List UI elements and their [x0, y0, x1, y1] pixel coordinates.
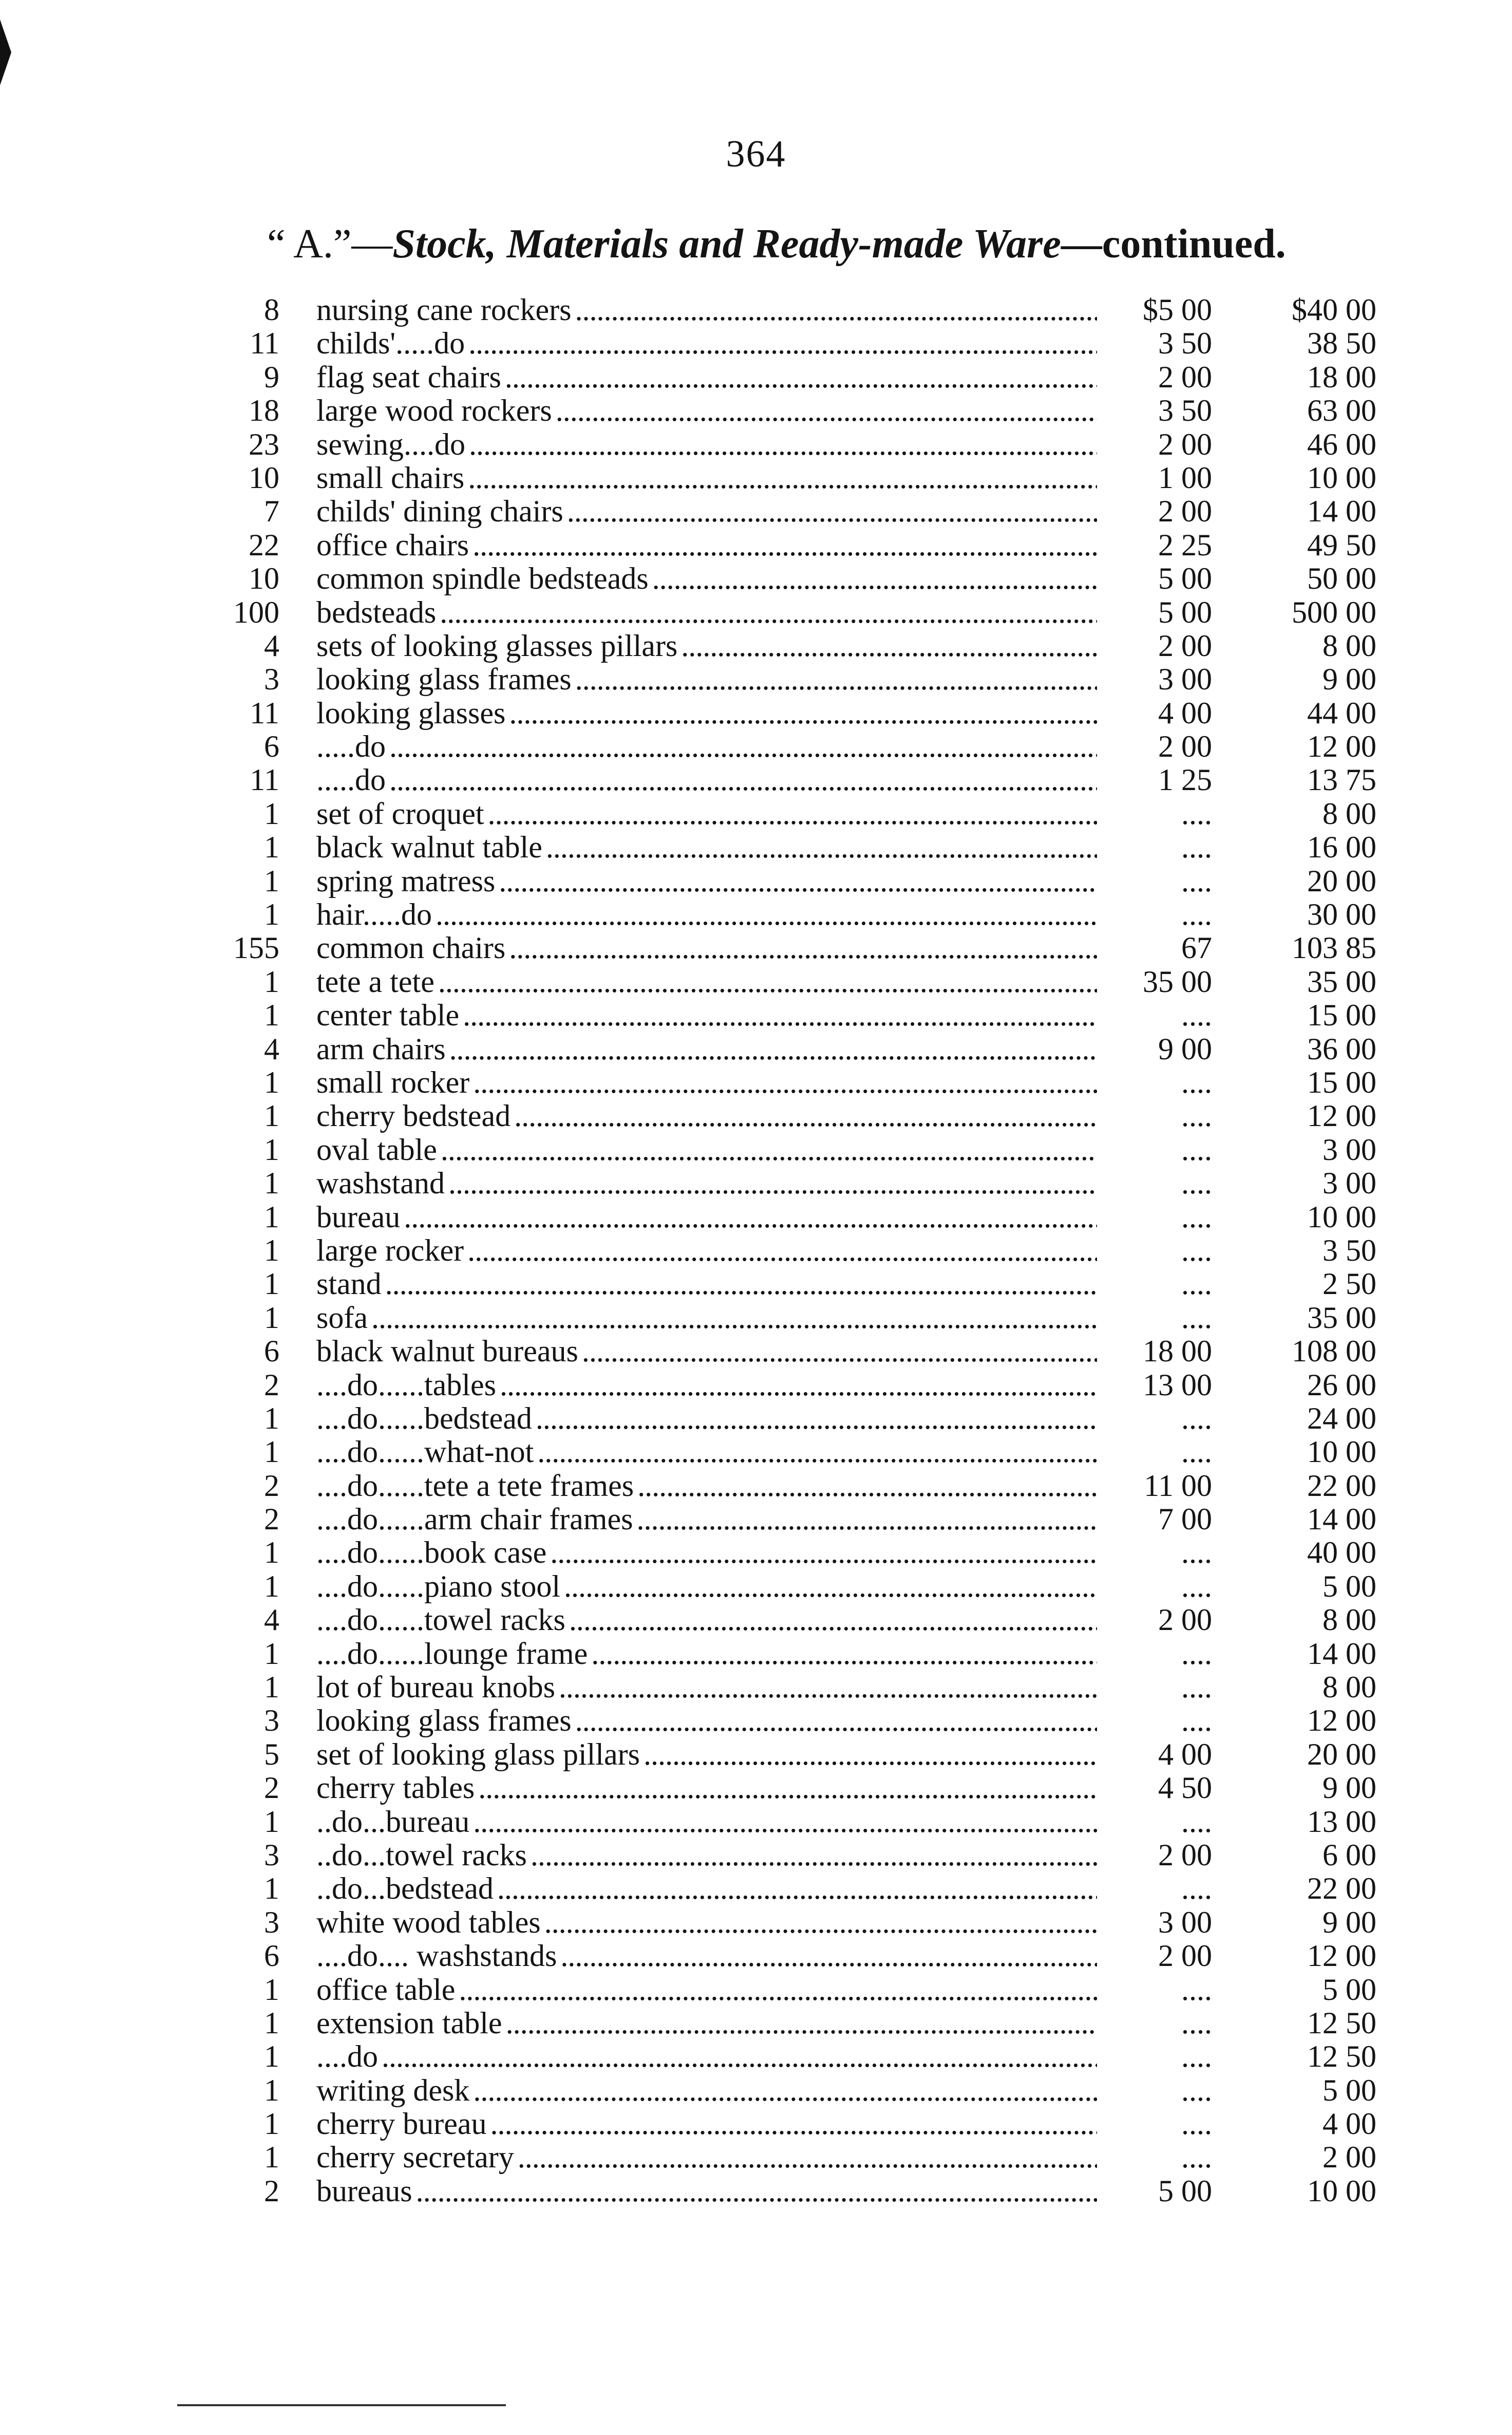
item-unit-price: .... [1099, 1435, 1212, 1469]
item-quantity: 1 [264, 1065, 279, 1099]
item-quantity: 2 [264, 1368, 279, 1402]
item-description: childs' dining chairs . . . [316, 495, 1097, 528]
list-item [0, 1671, 1512, 1704]
item-total: 14 00 [1307, 494, 1376, 529]
item-unit-price: .... [1099, 898, 1212, 931]
item-description: sets of looking glasses pillars . . . [316, 629, 1097, 663]
item-unit-price: 3 50 [1099, 394, 1212, 427]
item-unit-price: 1 25 [1099, 763, 1212, 797]
item-description: large wood rockers . . . [316, 394, 1097, 427]
item-unit-price: .... [1099, 1973, 1212, 2007]
item-quantity: 2 [264, 1502, 279, 1537]
item-description: lot of bureau knobs . . . [316, 1671, 1097, 1704]
item-unit-price: 2 00 [1099, 1603, 1212, 1637]
item-description: office chairs . . . [316, 529, 1097, 562]
list-item [0, 1335, 1512, 1368]
item-unit-price: 4 50 [1099, 1771, 1212, 1805]
list-item [0, 1469, 1512, 1503]
item-unit-price: 2 25 [1099, 529, 1212, 562]
item-quantity: 1 [264, 998, 279, 1033]
item-total: 6 00 [1322, 1838, 1376, 1872]
item-quantity: 6 [264, 1334, 279, 1369]
item-quantity: 1 [264, 830, 279, 865]
list-item [0, 596, 1512, 629]
item-description: bureaus . . . [316, 2175, 1097, 2208]
item-unit-price: .... [1099, 2040, 1212, 2073]
item-quantity: 11 [250, 763, 279, 797]
item-description: hair.....do . . . [316, 898, 1097, 931]
item-quantity: 1 [264, 1200, 279, 1234]
item-unit-price: .... [1099, 865, 1212, 898]
list-item [0, 1536, 1512, 1569]
item-quantity: 1 [264, 897, 279, 932]
list-item [0, 2107, 1512, 2141]
list-item [0, 529, 1512, 562]
item-description: cherry secretary . . . [316, 2141, 1097, 2174]
item-quantity: 6 [264, 729, 279, 764]
item-unit-price: 9 00 [1099, 1033, 1212, 1066]
list-item [0, 1402, 1512, 1435]
item-quantity: 3 [264, 1703, 279, 1738]
list-item [0, 1167, 1512, 1200]
item-description: .....do . . . [316, 763, 1097, 797]
item-total: 9 00 [1322, 1905, 1376, 1939]
list-item [0, 1503, 1512, 1536]
item-quantity: 11 [250, 696, 279, 730]
list-item [0, 1973, 1512, 2007]
item-total: 2 00 [1322, 2140, 1376, 2175]
list-item [0, 495, 1512, 528]
item-total: 3 50 [1322, 1233, 1376, 1267]
item-unit-price: .... [1099, 1536, 1212, 1569]
list-item [0, 1872, 1512, 1905]
item-quantity: 1 [264, 2140, 279, 2175]
item-quantity: 7 [264, 494, 279, 529]
item-unit-price: 2 00 [1099, 730, 1212, 763]
item-total: 5 00 [1322, 1569, 1376, 1603]
item-unit-price: 13 00 [1099, 1369, 1212, 1402]
list-item [0, 428, 1512, 461]
item-quantity: 155 [233, 931, 279, 965]
item-description: black walnut bureaus . . . [316, 1335, 1097, 1368]
item-quantity: 4 [264, 1032, 279, 1066]
list-item [0, 1939, 1512, 1973]
item-quantity: 3 [264, 1905, 279, 1939]
item-quantity: 1 [264, 2006, 279, 2040]
list-item [0, 1301, 1512, 1335]
item-unit-price: .... [1099, 1872, 1212, 1905]
list-item [0, 931, 1512, 965]
item-quantity: 2 [264, 1468, 279, 1503]
item-total: 30 00 [1307, 897, 1376, 932]
list-item [0, 1133, 1512, 1167]
item-unit-price: 5 00 [1099, 2175, 1212, 2208]
item-description: looking glass frames . . . [316, 663, 1097, 696]
item-total: 12 00 [1307, 1099, 1376, 1133]
item-quantity: 4 [264, 628, 279, 663]
item-total: 14 00 [1307, 1502, 1376, 1537]
item-description: ....do......towel racks . . . [316, 1603, 1097, 1637]
item-description: cherry bureau . . . [316, 2107, 1097, 2141]
item-quantity: 2 [264, 1771, 279, 1805]
item-total: 8 00 [1322, 628, 1376, 663]
item-description: ....do......arm chair frames . . . [316, 1503, 1097, 1536]
heading-suffix: —continued. [1061, 221, 1286, 267]
item-unit-price: 11 00 [1099, 1469, 1212, 1503]
item-unit-price: .... [1099, 831, 1212, 864]
list-item [0, 1637, 1512, 1671]
list-item [0, 2074, 1512, 2107]
list-item [0, 831, 1512, 864]
item-unit-price: .... [1099, 1805, 1212, 1839]
list-item [0, 797, 1512, 831]
item-unit-price: 18 00 [1099, 1335, 1212, 1368]
list-item [0, 293, 1512, 327]
list-item [0, 327, 1512, 360]
item-total: 50 00 [1307, 561, 1376, 596]
item-description: ....do......piano stool . . . [316, 1570, 1097, 1603]
item-unit-price: $5 00 [1099, 293, 1212, 327]
item-quantity: 1 [264, 1435, 279, 1469]
list-item [0, 1267, 1512, 1301]
item-description: nursing cane rockers . . . [316, 293, 1097, 327]
item-total: 2 50 [1322, 1267, 1376, 1301]
list-item [0, 1570, 1512, 1603]
item-unit-price: 1 00 [1099, 461, 1212, 495]
list-item [0, 965, 1512, 999]
item-unit-price: .... [1099, 1301, 1212, 1335]
list-item [0, 1066, 1512, 1099]
item-description: oval table . . . [316, 1133, 1097, 1167]
item-total: 12 00 [1307, 729, 1376, 764]
list-item [0, 999, 1512, 1032]
item-total: 10 00 [1307, 1200, 1376, 1234]
item-description: stand . . . [316, 1267, 1097, 1301]
item-total: 35 00 [1307, 1300, 1376, 1335]
item-description: office table . . . [316, 1973, 1097, 2007]
item-quantity: 1 [264, 1132, 279, 1167]
item-unit-price: .... [1099, 1570, 1212, 1603]
item-unit-price: 2 00 [1099, 428, 1212, 461]
list-item [0, 394, 1512, 427]
item-total: 108 00 [1292, 1334, 1376, 1369]
item-description: set of looking glass pillars . . . [316, 1738, 1097, 1771]
list-item [0, 898, 1512, 931]
item-unit-price: .... [1099, 1671, 1212, 1704]
item-quantity: 2 [264, 2174, 279, 2208]
item-total: 9 00 [1322, 662, 1376, 697]
item-description: ..do...bedstead . . . [316, 1872, 1097, 1905]
item-unit-price: 3 50 [1099, 327, 1212, 360]
item-description: cherry tables . . . [316, 1771, 1097, 1805]
item-description: bedsteads . . . [316, 596, 1097, 629]
item-total: 22 00 [1307, 1871, 1376, 1906]
item-description: flag seat chairs . . . [316, 361, 1097, 394]
item-unit-price: 4 00 [1099, 697, 1212, 730]
item-quantity: 9 [264, 360, 279, 394]
item-quantity: 1 [264, 864, 279, 898]
item-description: black walnut table . . . [316, 831, 1097, 864]
item-unit-price: .... [1099, 1267, 1212, 1301]
item-unit-price: .... [1099, 2107, 1212, 2141]
list-item [0, 1201, 1512, 1234]
item-total: 40 00 [1307, 1535, 1376, 1570]
item-quantity: 1 [264, 1233, 279, 1267]
item-unit-price: .... [1099, 1704, 1212, 1737]
item-description: cherry bedstead . . . [316, 1099, 1097, 1133]
item-unit-price: .... [1099, 1402, 1212, 1435]
item-quantity: 6 [264, 1939, 279, 1973]
item-unit-price: .... [1099, 1099, 1212, 1133]
item-description: looking glass frames . . . [316, 1704, 1097, 1737]
item-description: ....do . . . [316, 2040, 1097, 2073]
list-item [0, 697, 1512, 730]
item-description: extension table . . . [316, 2007, 1097, 2040]
list-item [0, 461, 1512, 495]
list-item [0, 2040, 1512, 2073]
item-quantity: 22 [249, 528, 279, 562]
item-total: 8 00 [1322, 796, 1376, 831]
page-heading [267, 221, 1397, 268]
heading-title: Stock, Materials and Ready-made Ware [392, 221, 1061, 267]
list-item [0, 1099, 1512, 1133]
item-quantity: 8 [264, 293, 279, 327]
item-description: ..do...bureau . . . [316, 1805, 1097, 1839]
item-quantity: 1 [264, 1166, 279, 1201]
list-item [0, 2141, 1512, 2174]
item-total: 24 00 [1307, 1401, 1376, 1435]
list-item [0, 1603, 1512, 1637]
item-total: 13 00 [1307, 1804, 1376, 1839]
item-quantity: 10 [249, 460, 279, 495]
list-item [0, 763, 1512, 797]
item-total: 5 00 [1322, 2073, 1376, 2107]
item-description: sofa . . . [316, 1301, 1097, 1335]
item-quantity: 1 [264, 1972, 279, 2007]
heading-prefix: “ A.”— [267, 221, 393, 267]
item-quantity: 3 [264, 662, 279, 697]
item-description: common chairs . . . [316, 931, 1097, 965]
item-quantity: 1 [264, 1670, 279, 1704]
list-item [0, 2175, 1512, 2208]
item-total: 15 00 [1307, 1065, 1376, 1099]
item-total: 3 00 [1322, 1132, 1376, 1167]
item-total: 18 00 [1307, 360, 1376, 394]
item-total: 13 75 [1307, 763, 1376, 797]
item-quantity: 1 [264, 2107, 279, 2141]
item-total: 20 00 [1307, 864, 1376, 898]
item-quantity: 1 [264, 1267, 279, 1301]
item-total: 38 50 [1307, 326, 1376, 361]
item-total: 35 00 [1307, 964, 1376, 999]
item-quantity: 100 [233, 595, 279, 629]
item-total: 8 00 [1322, 1603, 1376, 1637]
item-description: .....do . . . [316, 730, 1097, 763]
item-quantity: 1 [264, 1804, 279, 1839]
item-unit-price: 67 [1099, 931, 1212, 965]
item-description: ....do......what-not . . . [316, 1435, 1097, 1469]
list-item [0, 1839, 1512, 1872]
item-description: set of croquet . . . [316, 797, 1097, 831]
item-total: 500 00 [1292, 595, 1376, 629]
list-item [0, 1369, 1512, 1402]
item-description: sewing....do . . . [316, 428, 1097, 461]
item-unit-price: 2 00 [1099, 1839, 1212, 1872]
list-item [0, 1906, 1512, 1939]
item-quantity: 1 [264, 2039, 279, 2074]
item-unit-price: .... [1099, 1066, 1212, 1099]
item-description: spring matress . . . [316, 865, 1097, 898]
item-description: arm chairs . . . [316, 1033, 1097, 1066]
item-unit-price: 4 00 [1099, 1738, 1212, 1771]
item-description: looking glasses . . . [316, 697, 1097, 730]
list-item [0, 1738, 1512, 1771]
item-quantity: 1 [264, 1636, 279, 1671]
item-quantity: 1 [264, 1300, 279, 1335]
item-quantity: 1 [264, 1535, 279, 1570]
item-unit-price: .... [1099, 2141, 1212, 2174]
list-item [0, 629, 1512, 663]
item-quantity: 4 [264, 1603, 279, 1637]
item-unit-price: .... [1099, 2074, 1212, 2107]
item-quantity: 5 [264, 1737, 279, 1771]
item-total: 20 00 [1307, 1737, 1376, 1771]
item-total: 63 00 [1307, 394, 1376, 428]
item-quantity: 11 [250, 326, 279, 361]
item-unit-price: 3 00 [1099, 1906, 1212, 1939]
item-quantity: 1 [264, 2073, 279, 2107]
list-item [0, 730, 1512, 763]
item-unit-price: 2 00 [1099, 629, 1212, 663]
item-description: small chairs . . . [316, 461, 1097, 495]
item-total: 26 00 [1307, 1368, 1376, 1402]
item-description: large rocker . . . [316, 1234, 1097, 1267]
inventory-list [0, 293, 1512, 2208]
item-unit-price: 35 00 [1099, 965, 1212, 999]
item-description: washstand . . . [316, 1167, 1097, 1200]
item-quantity: 1 [264, 964, 279, 999]
item-unit-price: .... [1099, 999, 1212, 1032]
item-total: 12 50 [1307, 2039, 1376, 2074]
item-total: 103 85 [1292, 931, 1376, 965]
margin-mark [0, 20, 11, 85]
item-quantity: 1 [264, 1099, 279, 1133]
item-quantity: 3 [264, 1838, 279, 1872]
item-total: 12 00 [1307, 1939, 1376, 1973]
item-unit-price: 2 00 [1099, 1939, 1212, 1973]
item-description: common spindle bedsteads . . . [316, 562, 1097, 595]
item-unit-price: 3 00 [1099, 663, 1212, 696]
item-description: ....do.... washstands . . . [316, 1939, 1097, 1973]
item-total: 3 00 [1322, 1166, 1376, 1201]
item-total: 44 00 [1307, 696, 1376, 730]
item-description: ....do......book case . . . [316, 1536, 1097, 1569]
item-unit-price: .... [1099, 1234, 1212, 1267]
item-total: $40 00 [1292, 293, 1376, 327]
item-description: center table . . . [316, 999, 1097, 1032]
item-quantity: 1 [264, 1569, 279, 1603]
item-unit-price: 2 00 [1099, 495, 1212, 528]
item-total: 49 50 [1307, 528, 1376, 562]
item-quantity: 1 [264, 796, 279, 831]
item-quantity: 1 [264, 1871, 279, 1906]
item-quantity: 18 [249, 394, 279, 428]
list-item [0, 361, 1512, 394]
item-unit-price: 5 00 [1099, 562, 1212, 595]
page-number: 364 [726, 133, 786, 175]
item-description: ....do......lounge frame . . . [316, 1637, 1097, 1671]
item-unit-price: 7 00 [1099, 1503, 1212, 1536]
list-item [0, 1234, 1512, 1267]
footer-rule [177, 2404, 506, 2406]
item-total: 15 00 [1307, 998, 1376, 1033]
item-total: 9 00 [1322, 1771, 1376, 1805]
list-item [0, 562, 1512, 595]
item-description: childs'.....do . . . [316, 327, 1097, 360]
item-total: 14 00 [1307, 1636, 1376, 1671]
list-item [0, 1435, 1512, 1469]
item-description: ....do......tables . . . [316, 1369, 1097, 1402]
list-item [0, 1771, 1512, 1805]
item-description: ....do......tete a tete frames . . . [316, 1469, 1097, 1503]
item-unit-price: 5 00 [1099, 596, 1212, 629]
item-total: 12 50 [1307, 2006, 1376, 2040]
item-total: 12 00 [1307, 1703, 1376, 1738]
item-total: 8 00 [1322, 1670, 1376, 1704]
item-total: 10 00 [1307, 1435, 1376, 1469]
item-description: white wood tables . . . [316, 1906, 1097, 1939]
list-item [0, 663, 1512, 696]
item-unit-price: .... [1099, 1133, 1212, 1167]
item-description: writing desk . . . [316, 2074, 1097, 2107]
list-item [0, 1805, 1512, 1839]
item-total: 22 00 [1307, 1468, 1376, 1503]
item-unit-price: .... [1099, 1167, 1212, 1200]
item-total: 16 00 [1307, 830, 1376, 865]
item-unit-price: .... [1099, 797, 1212, 831]
item-description: bureau . . . [316, 1201, 1097, 1234]
item-quantity: 1 [264, 1401, 279, 1435]
list-item [0, 1704, 1512, 1737]
list-item [0, 2007, 1512, 2040]
item-unit-price: .... [1099, 1637, 1212, 1671]
item-unit-price: 2 00 [1099, 361, 1212, 394]
list-item [0, 1033, 1512, 1066]
item-total: 5 00 [1322, 1972, 1376, 2007]
item-total: 4 00 [1322, 2107, 1376, 2141]
item-total: 10 00 [1307, 460, 1376, 495]
item-unit-price: .... [1099, 2007, 1212, 2040]
item-total: 36 00 [1307, 1032, 1376, 1066]
list-item [0, 865, 1512, 898]
item-unit-price: .... [1099, 1201, 1212, 1234]
item-quantity: 23 [249, 427, 279, 461]
item-description: tete a tete . . . [316, 965, 1097, 999]
item-description: small rocker . . . [316, 1066, 1097, 1099]
item-description: ..do...towel racks . . . [316, 1839, 1097, 1872]
item-quantity: 10 [249, 561, 279, 596]
item-total: 46 00 [1307, 427, 1376, 461]
item-total: 10 00 [1307, 2174, 1376, 2208]
item-description: ....do......bedstead . . . [316, 1402, 1097, 1435]
